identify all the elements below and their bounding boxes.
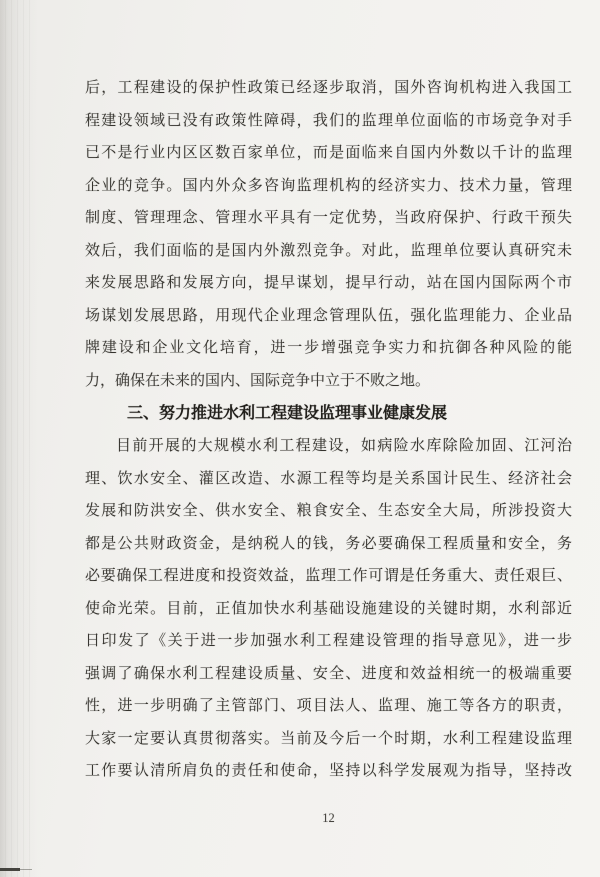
text-line: 使命光荣。目前，正值加快水利基础设施建设的关键时期，水利部近 bbox=[85, 600, 572, 617]
scan-edge-streaks bbox=[5, 0, 33, 877]
text-line: 力，确保在未来的国内、国际竞争中立于不败之地。 bbox=[85, 372, 431, 389]
text-line: 制度、管理理念、管理水平具有一定优势，当政府保护、行政干预失 bbox=[85, 210, 572, 226]
text-line: 大家一定要认真贯彻落实。当前及今后一个时期，水利工程建设监理 bbox=[85, 730, 572, 747]
text-line: 发展和防洪安全、供水安全、粮食安全、生态安全大局，所涉投资大 bbox=[85, 503, 572, 519]
text-column bbox=[85, 72, 572, 788]
paragraph-2 bbox=[85, 430, 572, 788]
text-line: 目前开展的大规模水利工程建设，如病险水库除险加固、江河治 bbox=[116, 438, 572, 454]
scan-corner-mark-faint bbox=[18, 869, 32, 870]
scan-edge-shadow bbox=[0, 0, 38, 877]
text-line: 已不是行业内区区数百家单位，而是面临来自国内外数以千计的监理 bbox=[85, 145, 572, 161]
text-line: 企业的竞争。国内外众多咨询监理机构的经济实力、技术力量，管理 bbox=[85, 177, 572, 194]
page-number: 12 bbox=[322, 811, 335, 825]
text-line: 理、饮水安全、灌区改造、水源工程等均是关系国计民生、经济社会 bbox=[85, 470, 572, 487]
text-line: 后，工程建设的保护性政策已经逐步取消，国外咨询机构进入我国工 bbox=[85, 80, 572, 96]
text-line: 都是公共财政资金，是纳税人的钱，务必要确保工程质量和安全，务 bbox=[85, 535, 572, 552]
text-line: 程建设领域已没有政策性障碍，我们的监理单位面临的市场竞争对手 bbox=[85, 112, 572, 129]
text-line: 来发展思路和发展方向，提早谋划，提早行动，站在国内国际两个市 bbox=[85, 275, 572, 291]
text-line: 强调了确保水利工程建设质量、安全、进度和效益相统一的极端重要 bbox=[85, 665, 572, 682]
text-line: 日印发了《关于进一步加强水利工程建设管理的指导意见》，进一步 bbox=[85, 633, 572, 649]
text-line: 效后，我们面临的是国内外激烈竞争。对此，监理单位要认真研究未 bbox=[85, 242, 572, 259]
section-heading: 三、努力推进水利工程建设监理事业健康发展 bbox=[127, 405, 448, 422]
paragraph-1 bbox=[85, 72, 572, 397]
text-line: 场谋划发展思路，用现代企业理念管理队伍，强化监理能力、企业品 bbox=[85, 307, 572, 324]
text-line: 性，进一步明确了主管部门、项目法人、监理、施工等各方的职责， bbox=[85, 698, 572, 714]
scan-corner-mark bbox=[0, 868, 20, 871]
text-line: 必要确保工程进度和投资效益，监理工作可谓是任务重大、责任艰巨、 bbox=[85, 568, 572, 584]
text-line: 工作要认清所肩负的责任和使命，坚持以科学发展观为指导，坚持改 bbox=[85, 763, 572, 779]
text-line: 牌建设和企业文化培育，进一步增强竞争实力和抗御各种风险的能 bbox=[85, 340, 572, 356]
